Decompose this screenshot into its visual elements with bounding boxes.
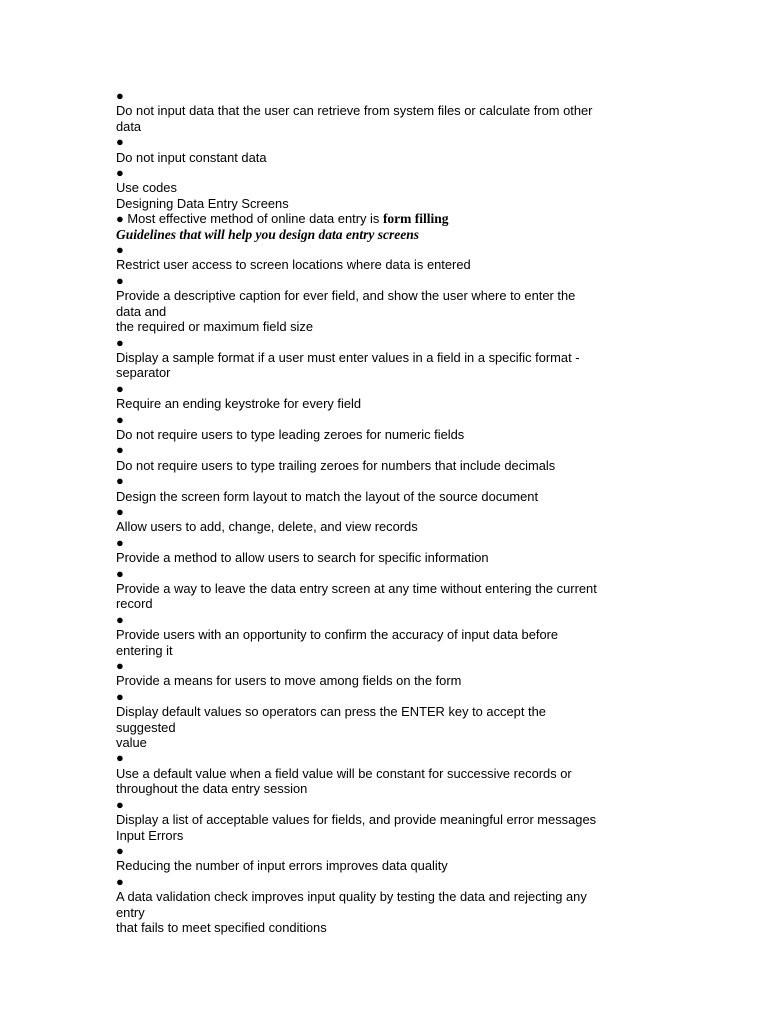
text-line: Restrict user access to screen locations where data is entered — [116, 257, 471, 273]
bullet-marker: ● — [116, 411, 124, 427]
text-line: Designing Data Entry Screens — [116, 195, 289, 211]
text-line: suggested — [116, 719, 176, 735]
emphasized-text: form filling — [382, 211, 449, 227]
text-line: Allow users to add, change, delete, and view records — [116, 519, 418, 535]
text-line: Design the screen form layout to match the layout of the source document — [116, 488, 539, 504]
text-line: data and — [116, 303, 167, 319]
text-line: Input Errors — [116, 827, 184, 843]
text-line: Reducing the number of input errors improves data quality — [116, 858, 448, 874]
bullet-marker: ● — [116, 534, 124, 550]
bullet-marker: ● — [116, 796, 124, 812]
bullet-marker: ● — [116, 165, 124, 181]
text-line: Require an ending keystroke for every field — [116, 396, 362, 412]
text-line: Provide users with an opportunity to confirm the accuracy of input data before — [116, 627, 559, 643]
text-line: Do not require users to type leading zeroes for numeric fields — [116, 426, 465, 442]
bullet-marker: ● — [116, 242, 124, 258]
bullet-marker: ● — [116, 380, 124, 396]
text-line: separator — [116, 365, 171, 381]
text-line: Use a default value when a field value will be constant for successive records or — [116, 765, 572, 781]
text-line: that fails to meet specified conditions — [116, 919, 327, 935]
bullet-marker: ● — [116, 565, 124, 581]
text-line: value — [116, 735, 147, 751]
document-body — [116, 88, 656, 935]
text-line: Do not require users to type trailing zeroes for numbers that include decimals — [116, 457, 556, 473]
text-line: Provide a means for users to move among fields on the form — [116, 673, 462, 689]
text-line: Use codes — [116, 180, 177, 196]
text-line: A data validation check improves input quality by testing the data and rejecting any — [116, 889, 587, 905]
text-line: Provide a way to leave the data entry screen at any time without entering the current — [116, 581, 597, 596]
document-page — [116, 88, 656, 935]
bullet-marker: ● — [116, 611, 124, 627]
text-line: Do not input data that the user can retrieve from system files or calculate from other — [116, 103, 593, 119]
bullet-marker: ● — [116, 473, 124, 489]
text-line: record — [116, 596, 153, 612]
text-line — [116, 211, 656, 226]
bullet-marker: ● — [116, 873, 124, 889]
section-heading: Guidelines that will help you design data entry screens — [116, 226, 420, 242]
bullet-marker: ● — [116, 658, 124, 674]
bullet-marker: ● — [116, 442, 124, 458]
text-line: Display default values so operators can press the ENTER key to accept the — [116, 704, 546, 720]
text-line: Do not input constant data — [116, 149, 267, 165]
text-line: entering it — [116, 642, 173, 658]
bullet-marker: ● — [116, 750, 124, 766]
text-line: throughout the data entry session — [116, 781, 308, 797]
bullet-marker: ● — [116, 134, 124, 150]
text-line: Display a sample format if a user must enter values in a field in a specific format - — [116, 349, 580, 365]
text-line: Provide a descriptive caption for ever field, and show the user where to enter the — [116, 288, 576, 304]
bullet-marker: ● — [116, 842, 124, 858]
bullet-marker: ● — [116, 272, 124, 288]
bullet-marker: ● — [116, 503, 124, 519]
text-line: Provide a method to allow users to search for specific information — [116, 550, 489, 566]
text-line: the required or maximum field size — [116, 319, 314, 335]
bullet-marker: ● — [116, 88, 124, 103]
text-line: Display a list of acceptable values for fields, and provide meaningful error messages — [116, 812, 597, 828]
bullet-marker: ● — [116, 688, 124, 704]
bullet-marker: ● — [116, 334, 124, 350]
text-line: entry — [116, 904, 145, 920]
text-line: data — [116, 118, 142, 134]
text-fragment: ● Most effective method of online data entry is — [116, 211, 383, 227]
